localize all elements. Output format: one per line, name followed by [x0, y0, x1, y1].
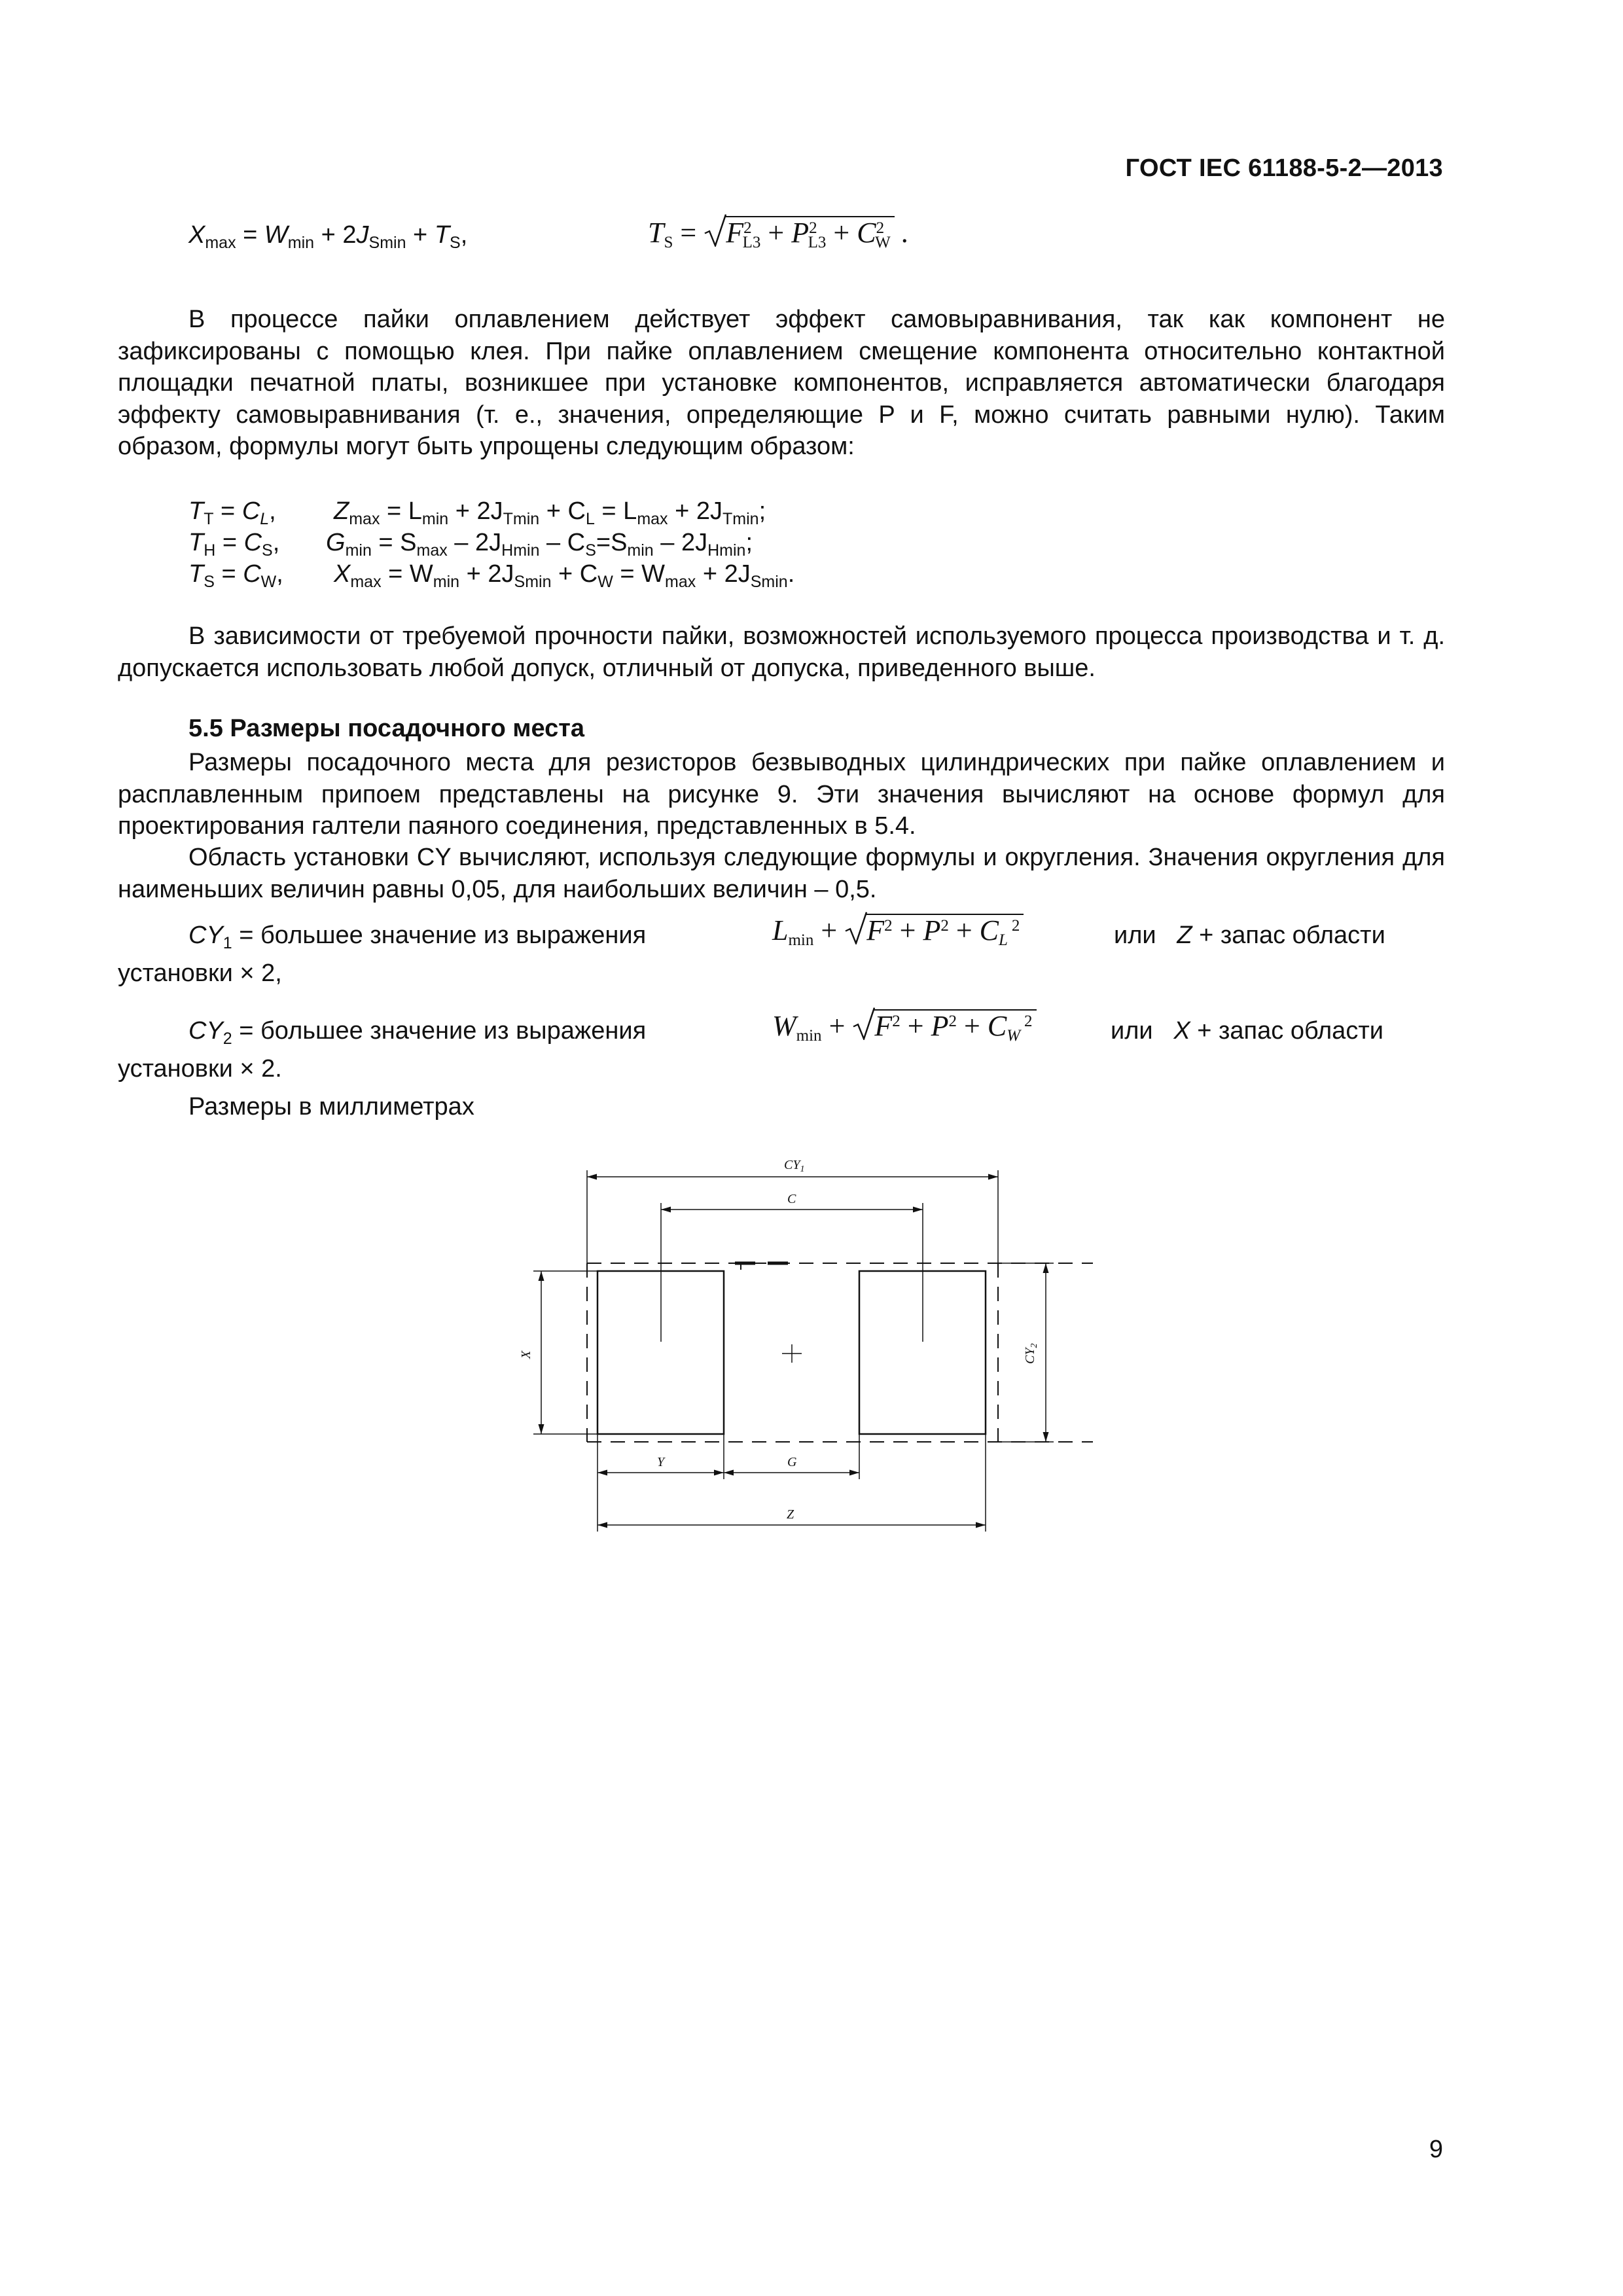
label-cy1: $CY_1$ — [784, 1158, 805, 1174]
paragraph-land-pattern: Размеры посадочного места для резисторов безвыводных цилиндрических при пайке оплавлением и расплавленным припоем представлены на рисунке 9. Эти значения вычисляют на основе формул для проектирования галтели паяного соединения, представленных в 5.4. — [118, 749, 1445, 840]
land-pattern-diagram — [504, 1152, 1093, 1545]
paragraph-courtyard: Область установки CY вычисляют, используя следующие формулы и округления. Значения округления для наименьших величин равны 0,05, для наибольших величин – 0,5. — [118, 844, 1445, 903]
cy2-label: $CY_2$ = большее значение из выражения — [188, 1017, 647, 1048]
square-root-sign: $F^2 + P^2 + C_L^2$ — [844, 914, 1020, 947]
ts-radical-formula: $T_S$ = $F^2_{L3} + P^2_{L3} + C^2_W$ . — [648, 216, 908, 249]
label-g: G — [787, 1455, 797, 1469]
label-c: C — [787, 1192, 796, 1206]
cy1-expression: $L_{min}$ + $F^2 + P^2 + C_L^2$ — [772, 914, 1020, 947]
cy2-continuation: установки × 2. — [118, 1055, 282, 1083]
page-number: 9 — [1429, 2136, 1443, 2163]
paragraph-tolerance: В зависимости от требуемой прочности пайки, возможностей используемого процесса производства и т. д. допускается использовать любой допуск, отличный от допуска, приведенного выше. — [118, 622, 1445, 682]
label-z: Z — [787, 1507, 794, 1522]
cy2-expression: $W_{min}$ + $F^2 + P^2 + C_W^2$ — [772, 1009, 1033, 1043]
courtyard-outline — [587, 1263, 1093, 1442]
cy1-alt: или Z + запас области — [1114, 922, 1385, 949]
xmax-formula: $X_{max} = W_{min} + 2J_{Smin} + T_S$, — [188, 221, 468, 252]
square-root-sign: $F^2 + P^2 + C_W^2$ — [852, 1009, 1032, 1043]
label-x: X — [519, 1350, 533, 1359]
section-heading: 5.5 Размеры посадочного места — [188, 715, 584, 742]
cy1-continuation: установки × 2, — [118, 960, 282, 987]
paragraph-self-alignment: В процессе пайки оплавлением действует эффект самовыравнивания, так как компонент не зафиксированы с помощью клея. При пайке оплавлением смещение компонента относительно контактной площадки печатной платы, возникшее при установке компонентов, исправляется автоматически благодаря эффекту самовыравнивания (т. е., значения, определяющие P и F, можно считать равными нулю). Таким образом, формулы могут быть упрощены следующим образом: — [118, 306, 1445, 460]
cy2-alt: или X + запас области — [1111, 1017, 1383, 1045]
units-note: Размеры в миллиметрах — [188, 1093, 474, 1121]
document-header: ГОСТ IEC 61188-5-2—2013 — [1125, 154, 1443, 182]
label-cy2: $CY_2$ — [1023, 1343, 1039, 1364]
label-y: Y — [657, 1455, 665, 1469]
center-mark — [782, 1344, 802, 1363]
cy1-label: $CY_1$ = большее значение из выражения — [188, 922, 647, 952]
square-root-sign: $F^2_{L3} + P^2_{L3} + C^2_W$ — [704, 216, 890, 249]
extension-lines — [533, 1170, 1054, 1532]
